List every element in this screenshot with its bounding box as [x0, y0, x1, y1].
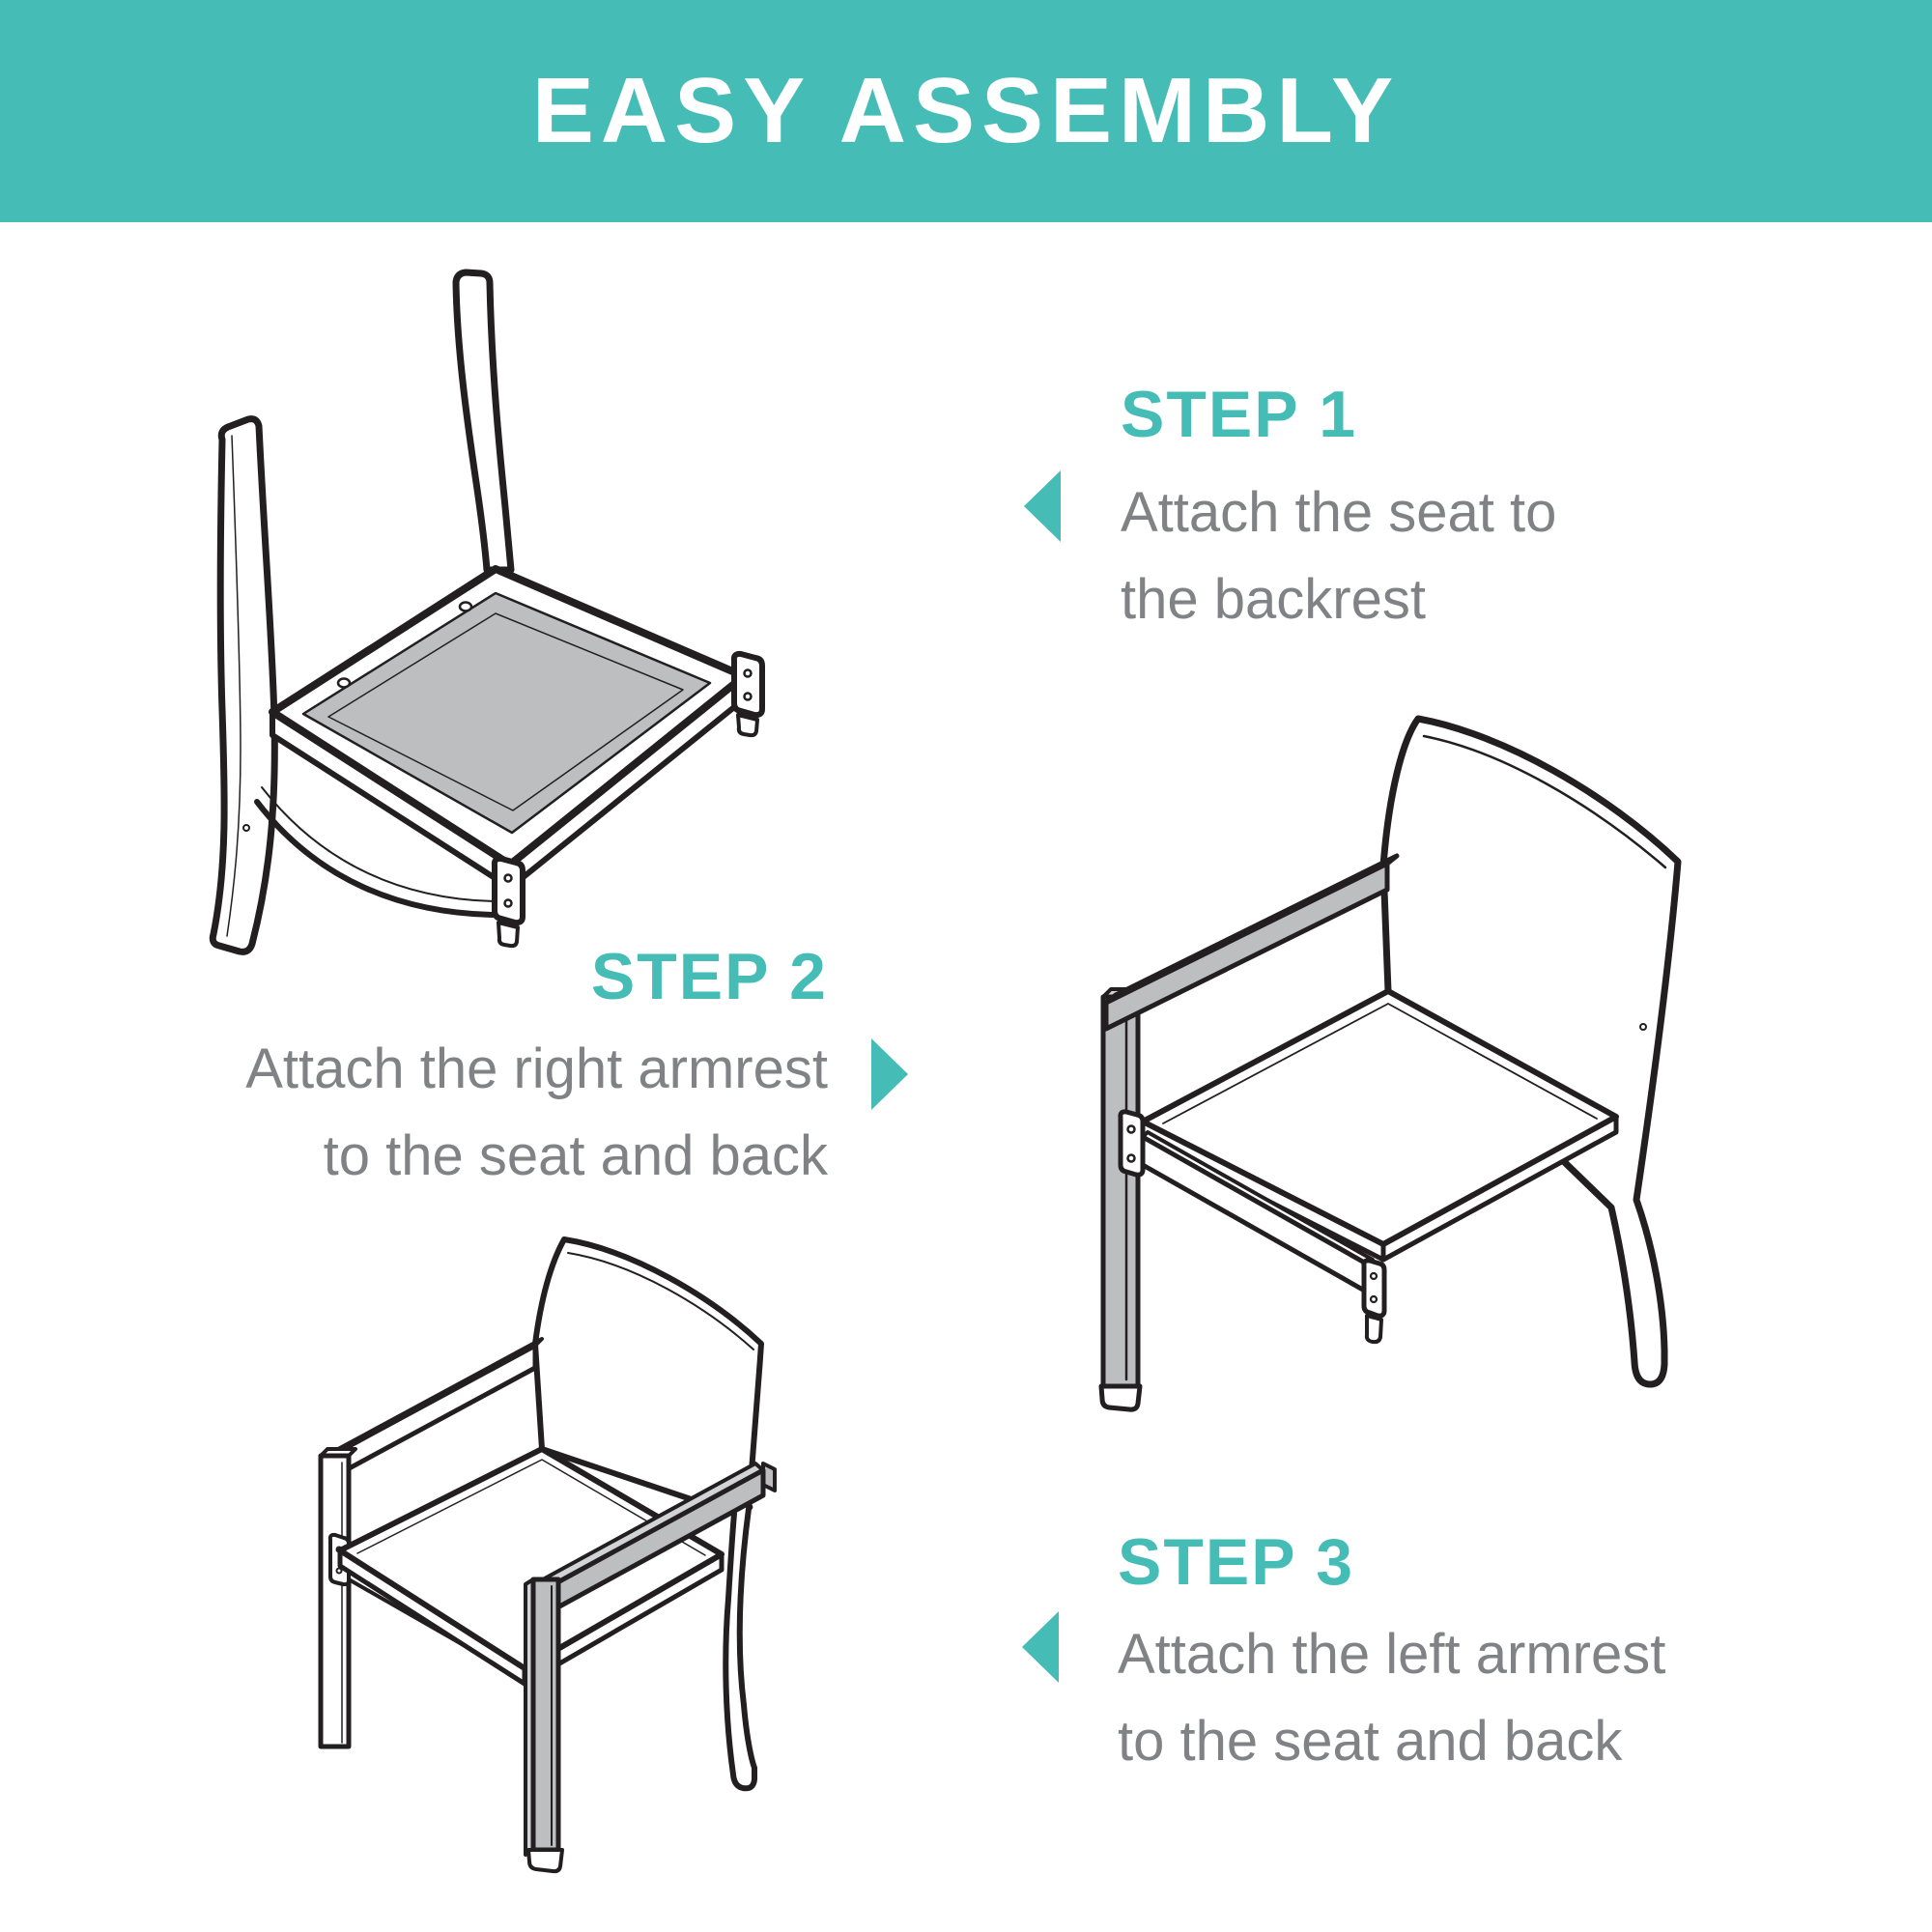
header-banner: [0, 0, 1932, 222]
step3-instructions: [1118, 1611, 1665, 1785]
step2-arrow-right-icon: [871, 1038, 908, 1110]
step1-instruction-line2: the backrest: [1121, 568, 1426, 631]
step2-instruction-line2: to the seat and back: [323, 1124, 828, 1187]
step2-instructions: [245, 1026, 828, 1200]
chair-right-armrest-drawing: [1082, 676, 1719, 1430]
step3-instruction-line2: to the seat and back: [1118, 1710, 1623, 1773]
step1-heading: STEP 1: [1121, 378, 1358, 451]
step2-instruction-line1: Attach the right armrest: [245, 1037, 828, 1100]
step1-instruction-line1: Attach the seat to: [1121, 481, 1557, 544]
seat-backrest-drawing: [155, 256, 773, 971]
step1-instructions: [1121, 469, 1556, 643]
step2-heading: STEP 2: [590, 940, 828, 1013]
illustration-step3-left-armrest: [222, 1217, 802, 1932]
illustration-step2-right-armrest: [1082, 676, 1719, 1430]
step3-heading: STEP 3: [1118, 1525, 1355, 1599]
illustration-step1-seat-and-backrest: [155, 256, 773, 971]
step3-instruction-line1: Attach the left armrest: [1118, 1623, 1666, 1686]
page-title: EASY ASSEMBLY: [531, 59, 1401, 162]
chair-left-armrest-drawing: [222, 1217, 802, 1932]
step1-arrow-left-icon: [1024, 470, 1061, 542]
step3-arrow-left-icon: [1022, 1611, 1059, 1683]
